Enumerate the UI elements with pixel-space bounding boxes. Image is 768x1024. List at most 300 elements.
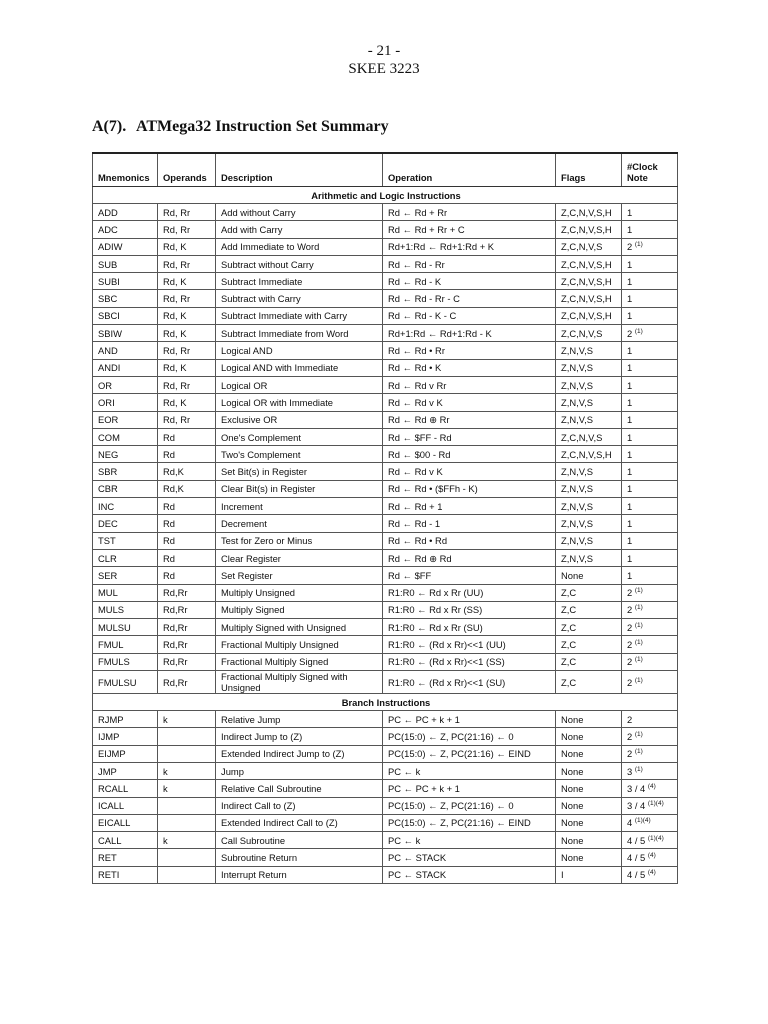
operands-cell: Rd [158,446,216,463]
flags-cell: None [556,567,622,584]
clock-cycles: 2 [627,748,633,760]
table-row [93,204,678,221]
clock-note-cell [622,411,678,428]
clock-note-cell [622,273,678,290]
clock-note-cell [622,498,678,515]
flags-cell: None [556,814,622,831]
description-cell: Subtract with Carry [216,290,383,307]
col-header-operands: Operands [158,153,216,187]
operands-cell: Rd, K [158,394,216,411]
flags-cell: Z,N,V,S [556,394,622,411]
mnemonic-cell: EICALL [93,814,158,831]
clock-cycles: 1 [627,414,633,426]
flags-cell: Z,N,V,S [556,342,622,359]
operation-cell: PC ← PC + k + 1 [383,780,556,797]
table-row [93,567,678,584]
description-cell: Exclusive OR [216,411,383,428]
operation-cell: Rd ← $00 - Rd [383,446,556,463]
flags-cell: Z,N,V,S [556,411,622,428]
operation-cell: Rd ← Rd ⊕ Rr [383,411,556,428]
flags-cell: Z,C [556,584,622,601]
operands-cell: Rd,K [158,463,216,480]
clock-cycles: 2 [627,639,633,651]
footnote-ref: (1) [634,748,643,756]
operation-cell: PC(15:0) ← Z, PC(21:16) ← EIND [383,814,556,831]
clock-note-cell [622,238,678,255]
operands-cell [158,849,216,866]
clock-cycles: 2 [627,327,633,339]
operands-cell: k [158,780,216,797]
mnemonic-cell: ADIW [93,238,158,255]
operands-cell: Rd [158,549,216,566]
table-row [93,463,678,480]
flags-cell: Z,C,N,V,S [556,238,622,255]
description-cell: Subtract Immediate with Carry [216,307,383,324]
clock-cycles: 1 [627,345,633,357]
instruction-set-table [92,152,678,884]
description-cell: Increment [216,498,383,515]
operands-cell: Rd, Rr [158,376,216,393]
table-row [93,762,678,779]
description-cell: Multiply Unsigned [216,584,383,601]
mnemonic-cell: RET [93,849,158,866]
clock-cycles: 1 [627,396,633,408]
table-row [93,342,678,359]
flags-cell: Z,C,N,V,S,H [556,221,622,238]
mnemonic-cell: IJMP [93,728,158,745]
clock-cycles: 2 [627,730,633,742]
clock-note-cell [622,619,678,636]
mnemonic-cell: CLR [93,549,158,566]
clock-cycles: 4 / 5 [627,869,646,881]
operation-cell: R1:R0 ← (Rd x Rr)<<1 (SS) [383,653,556,670]
operands-cell: Rd,Rr [158,636,216,653]
flags-cell: Z,N,V,S [556,532,622,549]
clock-note-cell [622,671,678,694]
flags-cell: Z,C [556,671,622,694]
description-cell: Add without Carry [216,204,383,221]
clock-note-cell [622,762,678,779]
footnote-ref: (1) [634,656,643,664]
operands-cell: Rd, Rr [158,342,216,359]
section-row [93,187,678,204]
operation-cell: PC(15:0) ← Z, PC(21:16) ← 0 [383,797,556,814]
clock-cycles: 1 [627,275,633,287]
col-header-operation: Operation [383,153,556,187]
clock-cycles: 1 [627,517,633,529]
flags-cell: Z,C,N,V,S,H [556,273,622,290]
operation-cell: Rd+1:Rd ← Rd+1:Rd - K [383,325,556,342]
description-cell: Add with Carry [216,221,383,238]
operands-cell: Rd [158,532,216,549]
clock-note-cell [622,866,678,883]
clock-cycles: 1 [627,535,633,547]
operands-cell [158,745,216,762]
clock-cycles: 1 [627,500,633,512]
mnemonic-cell: SBIW [93,325,158,342]
mnemonic-cell: INC [93,498,158,515]
description-cell: Indirect Call to (Z) [216,797,383,814]
clock-note-cell [622,797,678,814]
mnemonic-cell: RJMP [93,711,158,728]
section-heading [92,118,389,136]
description-cell: Multiply Signed [216,601,383,618]
mnemonic-cell: COM [93,428,158,445]
description-cell: Clear Register [216,549,383,566]
operation-cell: R1:R0 ← (Rd x Rr)<<1 (UU) [383,636,556,653]
flags-cell: I [556,866,622,883]
operation-cell: Rd ← Rd + Rr [383,204,556,221]
description-cell: Logical AND with Immediate [216,359,383,376]
footnote-ref: (1) [634,327,643,335]
operands-cell: k [158,832,216,849]
operation-cell: PC ← k [383,832,556,849]
description-cell: One's Complement [216,428,383,445]
clock-note-cell [622,376,678,393]
clock-note-cell [622,307,678,324]
clock-cycles: 4 / 5 [627,852,646,864]
clock-note-cell [622,849,678,866]
clock-note-cell [622,290,678,307]
description-cell: Relative Call Subroutine [216,780,383,797]
table-row [93,307,678,324]
flags-cell: Z,C [556,653,622,670]
clock-note-cell [622,428,678,445]
description-cell: Logical OR [216,376,383,393]
operands-cell: Rd,Rr [158,619,216,636]
clock-note-cell [622,653,678,670]
clock-note-cell [622,711,678,728]
flags-cell: None [556,780,622,797]
description-cell: Subroutine Return [216,849,383,866]
operation-cell: PC ← PC + k + 1 [383,711,556,728]
description-cell: Call Subroutine [216,832,383,849]
operation-cell: Rd ← Rd + 1 [383,498,556,515]
clock-note-cell [622,359,678,376]
flags-cell: Z,C,N,V,S,H [556,204,622,221]
footnote-ref: (1) [634,638,643,646]
footnote-ref: (1) [634,241,643,249]
flags-cell: None [556,849,622,866]
description-cell: Subtract Immediate [216,273,383,290]
course-code: SKEE 3223 [348,61,420,77]
mnemonic-cell: JMP [93,762,158,779]
clock-note-cell [622,745,678,762]
clock-cycles: 3 / 4 [627,800,646,812]
operation-cell: PC ← STACK [383,849,556,866]
footnote-ref: (4) [647,869,656,877]
clock-note-cell [622,601,678,618]
operands-cell [158,814,216,831]
operation-cell: R1:R0 ← (Rd x Rr)<<1 (SU) [383,671,556,694]
operands-cell [158,866,216,883]
operands-cell: Rd, K [158,238,216,255]
clock-cycles: 1 [627,362,633,374]
operands-cell: Rd, Rr [158,255,216,272]
clock-note-cell [622,584,678,601]
operation-cell: R1:R0 ← Rd x Rr (SU) [383,619,556,636]
operation-cell: Rd ← $FF - Rd [383,428,556,445]
description-cell: Test for Zero or Minus [216,532,383,549]
mnemonic-cell: SBCI [93,307,158,324]
flags-cell: None [556,762,622,779]
mnemonic-cell: CALL [93,832,158,849]
table-row [93,728,678,745]
clock-note-cell [622,549,678,566]
table-row [93,745,678,762]
flags-cell: None [556,728,622,745]
clock-note-cell [622,394,678,411]
description-cell: Fractional Multiply Unsigned [216,636,383,653]
clock-cycles: 3 / 4 [627,782,646,794]
description-cell: Subtract Immediate from Word [216,325,383,342]
flags-cell: Z,N,V,S [556,498,622,515]
operation-cell: Rd ← Rd - K - C [383,307,556,324]
flags-cell: Z,N,V,S [556,376,622,393]
table-row [93,549,678,566]
operation-cell: Rd ← Rd v K [383,463,556,480]
col-header-clock-note [622,153,678,187]
table-row [93,636,678,653]
table-row [93,446,678,463]
mnemonic-cell: TST [93,532,158,549]
table-row [93,797,678,814]
description-cell: Subtract without Carry [216,255,383,272]
description-cell: Interrupt Return [216,866,383,883]
table-row [93,584,678,601]
description-cell: Add Immediate to Word [216,238,383,255]
operands-cell: Rd [158,428,216,445]
clock-note-cell [622,567,678,584]
description-cell: Logical OR with Immediate [216,394,383,411]
clock-note-cell [622,255,678,272]
clock-note-cell [622,446,678,463]
page-number: - 21 - [367,43,401,59]
flags-cell: None [556,797,622,814]
col-header-flags: Flags [556,153,622,187]
operation-cell: PC ← STACK [383,866,556,883]
table-row [93,498,678,515]
description-cell: Decrement [216,515,383,532]
operands-cell: Rd, Rr [158,411,216,428]
table-row [93,515,678,532]
operation-cell: Rd+1:Rd ← Rd+1:Rd + K [383,238,556,255]
mnemonic-cell: RETI [93,866,158,883]
description-cell: Two's Complement [216,446,383,463]
flags-cell: Z,C [556,636,622,653]
description-cell: Set Register [216,567,383,584]
clock-cycles: 1 [627,448,633,460]
operands-cell: Rd [158,567,216,584]
flags-cell: None [556,832,622,849]
flags-cell: Z,N,V,S [556,549,622,566]
page-header [0,42,768,78]
clock-note-cell [622,532,678,549]
operands-cell: Rd, K [158,307,216,324]
table-row [93,780,678,797]
clock-cycles: 2 [627,241,633,253]
clock-cycles: 1 [627,293,633,305]
table-row [93,290,678,307]
table-row [93,273,678,290]
flags-cell: None [556,711,622,728]
flags-cell: Z,N,V,S [556,359,622,376]
table-row [93,814,678,831]
clock-cycles: 2 [627,713,633,725]
clock-note-cell [622,463,678,480]
operands-cell: Rd [158,498,216,515]
operation-cell: Rd ← Rd • ($FFh - K) [383,480,556,497]
operands-cell: Rd, K [158,359,216,376]
description-cell: Relative Jump [216,711,383,728]
clock-cycles: 3 [627,765,633,777]
operands-cell: Rd, Rr [158,204,216,221]
clock-cycles: 1 [627,569,633,581]
description-cell: Extended Indirect Jump to (Z) [216,745,383,762]
description-cell: Clear Bit(s) in Register [216,480,383,497]
clock-cycles: 2 [627,621,633,633]
section-title-cell: Branch Instructions [93,694,678,711]
table-row [93,376,678,393]
flags-cell: None [556,745,622,762]
mnemonic-cell: ICALL [93,797,158,814]
operands-cell: Rd,Rr [158,671,216,694]
table-row [93,711,678,728]
operation-cell: Rd ← Rd + Rr + C [383,221,556,238]
table-row [93,359,678,376]
operation-cell: Rd ← Rd - K [383,273,556,290]
operation-cell: Rd ← Rd - 1 [383,515,556,532]
operation-cell: Rd ← $FF [383,567,556,584]
operands-cell: k [158,762,216,779]
clock-note-cell [622,204,678,221]
clock-note-cell [622,515,678,532]
section-title-cell: Arithmetic and Logic Instructions [93,187,678,204]
clock-note-cell [622,814,678,831]
clock-cycles: 1 [627,223,633,235]
operation-cell: PC(15:0) ← Z, PC(21:16) ← 0 [383,728,556,745]
clock-cycles: 1 [627,379,633,391]
mnemonic-cell: SUB [93,255,158,272]
operation-cell: Rd ← Rd v Rr [383,376,556,393]
col-header-description: Description [216,153,383,187]
table-body [93,187,678,884]
operands-cell [158,728,216,745]
clock-cycles: 1 [627,206,633,218]
operands-cell: k [158,711,216,728]
clock-cycles: 1 [627,466,633,478]
mnemonic-cell: SBR [93,463,158,480]
table-row [93,832,678,849]
mnemonic-cell: FMULS [93,653,158,670]
mnemonic-cell: FMUL [93,636,158,653]
description-cell: Logical AND [216,342,383,359]
mnemonic-cell: OR [93,376,158,393]
footnote-ref: (1) [634,604,643,612]
operands-cell: Rd,K [158,480,216,497]
clock-cycles: 1 [627,431,633,443]
operands-cell [158,797,216,814]
footnote-ref: (1)(4) [647,834,664,842]
description-cell: Extended Indirect Call to (Z) [216,814,383,831]
operation-cell: Rd ← Rd - Rr - C [383,290,556,307]
section-row [93,694,678,711]
clock-cycles: 2 [627,587,633,599]
operation-cell: Rd ← Rd ⊕ Rd [383,549,556,566]
operands-cell: Rd [158,515,216,532]
section-title: ATMega32 Instruction Set Summary [136,118,389,135]
flags-cell: Z,N,V,S [556,515,622,532]
table-row [93,619,678,636]
table-row [93,601,678,618]
operation-cell: PC ← k [383,762,556,779]
operation-cell: Rd ← Rd • Rr [383,342,556,359]
operands-cell: Rd,Rr [158,653,216,670]
clock-note-cell [622,325,678,342]
flags-cell: Z,C,N,V,S,H [556,446,622,463]
clock-note-cell [622,780,678,797]
mnemonic-cell: ANDI [93,359,158,376]
footnote-ref: (1)(4) [647,800,664,808]
operands-cell: Rd, Rr [158,290,216,307]
table-row [93,238,678,255]
mnemonic-cell: ORI [93,394,158,411]
clock-cycles: 2 [627,656,633,668]
clock-cycles: 2 [627,676,633,688]
table-row [93,325,678,342]
flags-cell: Z,C [556,619,622,636]
clock-note-cell [622,221,678,238]
section-label: A(7). [92,118,127,135]
clock-cycles: 4 / 5 [627,834,646,846]
table-row [93,480,678,497]
operation-cell: Rd ← Rd • K [383,359,556,376]
operation-cell: R1:R0 ← Rd x Rr (UU) [383,584,556,601]
mnemonic-cell: CBR [93,480,158,497]
footnote-ref: (1) [634,730,643,738]
clock-cycles: 2 [627,604,633,616]
clock-cycles: 1 [627,310,633,322]
flags-cell: Z,C,N,V,S,H [556,290,622,307]
clock-note-cell [622,480,678,497]
operation-cell: R1:R0 ← Rd x Rr (SS) [383,601,556,618]
mnemonic-cell: NEG [93,446,158,463]
mnemonic-cell: ADD [93,204,158,221]
description-cell: Indirect Jump to (Z) [216,728,383,745]
clock-note-cell [622,832,678,849]
footnote-ref: (1) [634,676,643,684]
description-cell: Fractional Multiply Signed [216,653,383,670]
table-row [93,849,678,866]
footnote-ref: (1) [634,621,643,629]
operands-cell: Rd, K [158,273,216,290]
col-header-mnemonics: Mnemonics [93,153,158,187]
operation-cell: Rd ← Rd - Rr [383,255,556,272]
flags-cell: Z,N,V,S [556,463,622,480]
flags-cell: Z,N,V,S [556,480,622,497]
table-row [93,221,678,238]
flags-cell: Z,C,N,V,S,H [556,307,622,324]
mnemonic-cell: EOR [93,411,158,428]
operation-cell: Rd ← Rd v K [383,394,556,411]
flags-cell: Z,C,N,V,S [556,428,622,445]
footnote-ref: (1)(4) [634,817,651,825]
table-row [93,411,678,428]
clock-note-label: #Clock Note [627,161,658,183]
operands-cell: Rd, K [158,325,216,342]
mnemonic-cell: SUBI [93,273,158,290]
table-row [93,394,678,411]
